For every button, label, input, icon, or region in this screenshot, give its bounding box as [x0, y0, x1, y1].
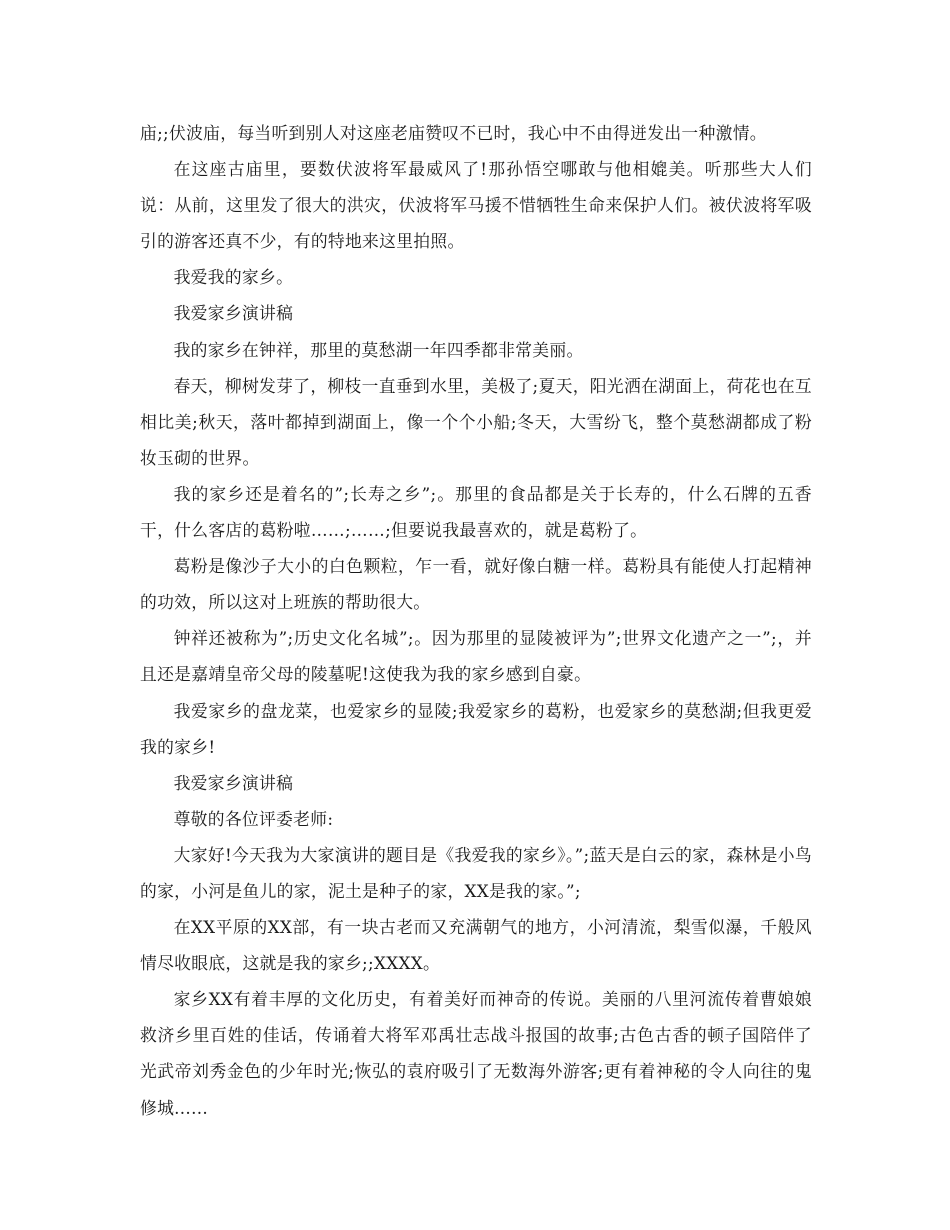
paragraph-3: 我爱我的家乡。: [173, 267, 294, 288]
paragraph-9: 钟祥还被称为”;历史文化名城”;。因为那里的显陵被评为”;世界文化遗产之一”;，并且还是嘉靖皇帝父母的陵墓呢!这使我为我的家乡感到自豪。: [140, 628, 812, 685]
paragraph-14: 在XX平原的XX部，有一块古老而又充满朝气的地方，小河清流，梨雪似瀑，千般风情尽收眼底，这就是我的家乡;;XXXX。: [140, 917, 812, 974]
paragraph-8: 葛粉是像沙子大小的白色颗粒，乍一看，就好像白糖一样。葛粉具有能使人打起精神的功效，所以这对上班族的帮助很大。: [140, 556, 812, 613]
section-heading: 我爱家乡演讲稿: [173, 772, 294, 793]
paragraph-10: 我爱家乡的盘龙菜，也爱家乡的显陵;我爱家乡的葛粉，也爱家乡的莫愁湖;但我更爱我的家乡!: [140, 700, 812, 757]
document-body: [140, 115, 812, 1126]
salutation: 尊敬的各位评委老师:: [173, 808, 334, 829]
paragraph-1: 庙;;伏波庙，每当听到别人对这座老庙赞叹不已时，我心中不由得迸发出一种激情。: [140, 123, 767, 143]
paragraph-13: 大家好!今天我为大家演讲的题目是《我爱我的家乡》。”;蓝天是白云的家，森林是小鸟的家，小河是鱼儿的家，泥土是种子的家，XX是我的家。”;: [140, 844, 812, 901]
paragraph-6: 春天，柳树发芽了，柳枝一直垂到水里，美极了;夏天，阳光洒在湖面上，荷花也在互相比美;秋天，落叶都掉到湖面上，像一个个小船;冬天，大雪纷飞，整个莫愁湖都成了粉妆玉砌的世界。: [140, 375, 812, 468]
paragraph-2: 在这座古庙里，要数伏波将军最威风了!那孙悟空哪敢与他相媲美。听那些大人们说：从前，这里发了很大的洪灾，伏波将军马援不惜牺牲生命来保护人们。被伏波将军吸引的游客还真不少，有的特地来这里拍照。: [140, 159, 812, 252]
paragraph-15: 家乡XX有着丰厚的文化历史，有着美好而神奇的传说。美丽的八里河流传着曹娘娘救济乡里百姓的佳话，传诵着大将军邓禹壮志战斗报国的故事;古色古香的顿子国陪伴了光武帝刘秀金色的少年时光;恢弘的袁府吸引了无数海外游客;更有着神秘的令人向往的鬼修城......: [140, 989, 812, 1118]
paragraph-7: 我的家乡还是着名的”;长寿之乡”;。那里的食品都是关于长寿的，什么石牌的五香干，什么客店的葛粉啦……;……;但要说我最喜欢的，就是葛粉了。: [140, 483, 812, 541]
section-heading: 我爱家乡演讲稿: [173, 303, 294, 324]
paragraph-5: 我的家乡在钟祥，那里的莫愁湖一年四季都非常美丽。: [173, 339, 584, 360]
